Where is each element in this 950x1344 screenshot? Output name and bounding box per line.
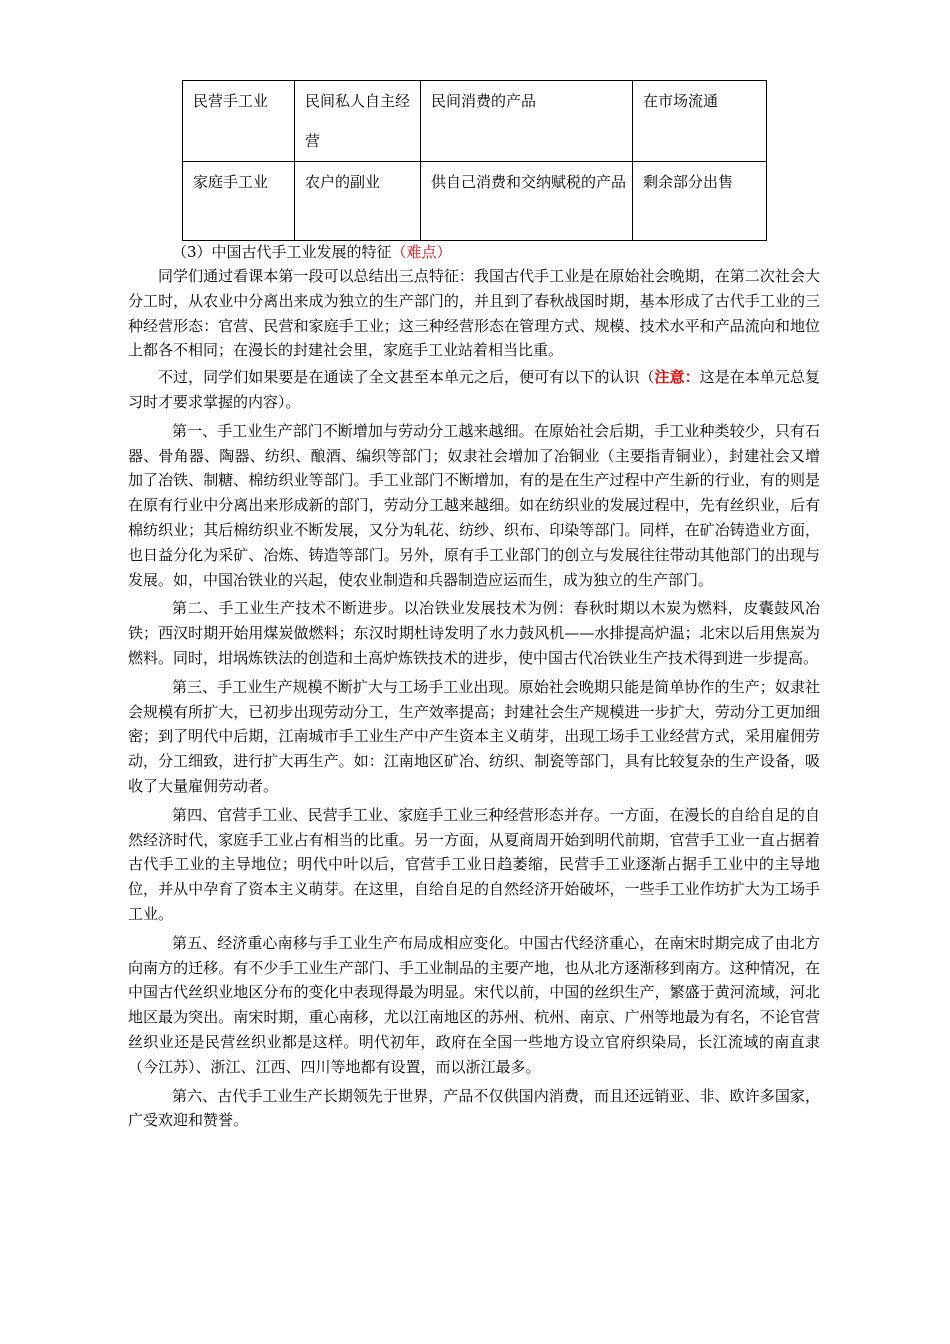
note-label: 注意：	[654, 368, 700, 387]
intro-paragraph: 同学们通过看课本第一段可以总结出三点特征：我国古代手工业是在原始社会晚期，在第二次社会大分工时，从农业中分离出来成为独立的生产部门的，并且到了春秋战国时期，基本形成了古代手工业的三种经营形态：官营、民营和家庭手工业；这三种经营形态在管理方式、规模、技术水平和产品流向和地位上都各不相同；在漫长的封建社会里，家庭手工业站着相当比重。	[128, 267, 820, 360]
table-cell: 民营手工业	[183, 81, 295, 162]
table-cell: 在市场流通	[633, 81, 767, 162]
table-row	[183, 162, 767, 241]
table-cell: 剩余部分出售	[633, 162, 767, 241]
difficulty-note: （难点）	[391, 243, 452, 261]
table-row	[183, 81, 767, 162]
body-text	[128, 264, 820, 1133]
note-paragraph	[128, 365, 820, 415]
point-third-paragraph: 第三、手工业生产规模不断扩大与工场手工业出现。原始社会晚期只能是简单协作的生产；奴隶社会规模有所扩大，已初步出现劳动分工，生产效率提高；封建社会生产规模进一步扩大，劳动分工更加细密；到了明代中后期，江南城市手工业生产中产生资本主义萌芽，出现工场手工业经营方式，采用雇佣劳动，分工细致，进行扩大再生产。如：江南地区矿冶、纺织、制瓷等部门，具有比较复杂的生产设备，吸收了大量雇佣劳动者。	[128, 677, 820, 795]
table-cell: 民间消费的产品	[421, 81, 633, 162]
table-cell: 供自己消费和交纳赋税的产品	[421, 162, 633, 241]
point-fifth-paragraph: 第五、经济重心南移与手工业生产布局成相应变化。中国古代经济重心，在南宋时期完成了由北方向南方的迁移。有不少手工业生产部门、手工业制品的主要产地，也从北方逐渐移到南方。这种情况，在中国古代丝织业地区分布的变化中表现得最为明显。宋代以前，中国的丝织生产，繁盛于黄河流域，河北地区最为突出。南宋时期，重心南移，尤以江南地区的苏州、杭州、南京、广州等地最为有名，不论官营丝织业还是民营丝织业都是这样。明代初年，政府在全国一些地方设立官府织染局，长江流域的南直隶（今江苏）、浙江、江西、四川等地都有设置，而以浙江最多。	[128, 933, 820, 1076]
table-cell: 家庭手工业	[183, 162, 295, 241]
note-text-before: 不过，同学们如果要是在通读了全文甚至本单元之后，便可有以下的认识（	[158, 368, 655, 387]
note-text-after: 这是在本单元总复习时才要求掌握的内容）。	[128, 368, 820, 411]
point-first-paragraph: 第一、手工业生产部门不断增加与劳动分工越来越细。在原始社会后期，手工业种类较少，只有石器、骨角器、陶器、纺织、酿酒、编织等部门；奴隶社会增加了冶铜业（主要指青铜业），封建社会又增加了冶铁、制糖、棉纺织业等部门。手工业部门不断增加，有的是在生产过程中产生新的行业，有的则是在原有行业中分离出来形成新的部门，劳动分工越来越细。如在纺织业的发展过程中，先有丝织业，后有棉纺织业；其后棉纺织业不断发展，又分为轧花、纺纱、织布、印染等部门。同样，在矿冶铸造业方面，也日益分化为采矿、冶炼、铸造等部门。另外，原有手工业部门的创立与发展往往带动其他部门的出现与发展。如，中国冶铁业的兴起，使农业制造和兵器制造应运而生，成为独立的生产部门。	[128, 421, 820, 589]
table-cell: 农户的副业	[295, 162, 421, 241]
section-heading-text: （3）中国古代手工业发展的特征	[172, 243, 392, 261]
table-cell: 民间私人自主经营	[295, 81, 421, 162]
section-heading	[172, 240, 452, 264]
point-fourth-paragraph: 第四、官营手工业、民营手工业、家庭手工业三种经营形态并存。一方面，在漫长的自给自足的自然经济时代，家庭手工业占有相当的比重。另一方面，从夏商周开始到明代前期，官营手工业一直占据着古代手工业的主导地位；明代中叶以后，官营手工业日趋萎缩，民营手工业逐渐占据手工业中的主导地位，并从中孕育了资本主义萌芽。在这里，自给自足的自然经济开始破坏，一些手工业作坊扩大为工场手工业。	[128, 805, 820, 923]
point-sixth-paragraph: 第六、古代手工业生产长期领先于世界，产品不仅供国内消费，而且还远销亚、非、欧许多国家，广受欢迎和赞誉。	[128, 1086, 820, 1130]
handicraft-table	[182, 80, 767, 241]
point-second-paragraph: 第二、手工业生产技术不断进步。以冶铁业发展技术为例：春秋时期以木炭为燃料，皮囊鼓风冶铁；西汉时期开始用煤炭做燃料；东汉时期杜诗发明了水力鼓风机——水排提高炉温；北宋以后用焦炭为燃料。同时，坩埚炼铁法的创造和土高炉炼铁技术的进步，使中国古代冶铁业生产技术得到进一步提高。	[128, 599, 820, 667]
